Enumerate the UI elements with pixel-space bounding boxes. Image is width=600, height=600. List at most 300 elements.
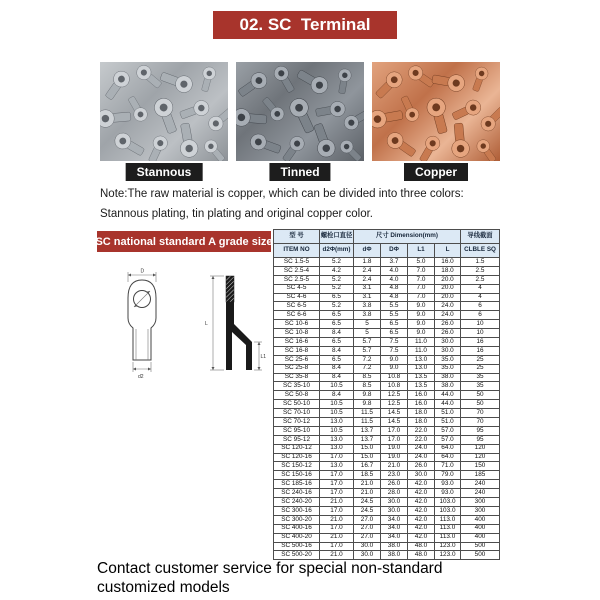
page-title: 02. SC Terminal xyxy=(213,11,397,39)
value-cell: 3.1 xyxy=(354,284,381,293)
photo-tinned xyxy=(236,62,364,179)
item-no-cell: SC 6-6 xyxy=(274,311,320,320)
item-no-cell: SC 400-16 xyxy=(274,524,320,533)
tinned-terminals-illustration xyxy=(236,62,364,161)
item-no-cell: SC 95-12 xyxy=(274,435,320,444)
value-cell: 11.0 xyxy=(408,338,435,347)
value-cell: 13.7 xyxy=(354,426,381,435)
value-cell: 30.0 xyxy=(435,346,461,355)
item-no-cell: SC 400-20 xyxy=(274,533,320,542)
value-cell: 26.0 xyxy=(408,462,435,471)
value-cell: 44.0 xyxy=(435,400,461,409)
value-cell: 38.0 xyxy=(435,373,461,382)
value-cell: 16.7 xyxy=(354,462,381,471)
value-cell: 16 xyxy=(461,338,500,347)
value-cell: 21.0 xyxy=(320,533,354,542)
value-cell: 10 xyxy=(461,320,500,329)
value-cell: 8.5 xyxy=(354,373,381,382)
header-bolt-cn: 螺栓口直径 xyxy=(320,230,354,244)
item-no-cell: SC 6-5 xyxy=(274,302,320,311)
dim-label-left: L xyxy=(205,321,208,327)
value-cell: 123.0 xyxy=(435,551,461,560)
value-cell: 5.2 xyxy=(320,258,354,267)
header-sub-d: dΦ xyxy=(354,244,381,258)
item-no-cell: SC 2.5-4 xyxy=(274,266,320,275)
value-cell: 18.0 xyxy=(408,418,435,427)
value-cell: 35 xyxy=(461,382,500,391)
item-no-cell: SC 10-6 xyxy=(274,320,320,329)
header-bolt-en: d2Φ(mm) xyxy=(320,244,354,258)
value-cell: 42.0 xyxy=(408,498,435,507)
value-cell: 400 xyxy=(461,515,500,524)
photo-label-stannous: Stannous xyxy=(126,163,203,181)
table-row xyxy=(274,275,500,284)
table-row xyxy=(274,382,500,391)
value-cell: 27.0 xyxy=(354,524,381,533)
table-row xyxy=(274,480,500,489)
value-cell: 57.0 xyxy=(435,435,461,444)
photo-label-copper: Copper xyxy=(404,163,468,181)
value-cell: 7.0 xyxy=(408,284,435,293)
item-no-cell: SC 2.5-5 xyxy=(274,275,320,284)
dim-label-bottom: d2 xyxy=(138,374,144,380)
value-cell: 20.0 xyxy=(435,293,461,302)
value-cell: 9.0 xyxy=(408,302,435,311)
value-cell: 13.5 xyxy=(408,373,435,382)
value-cell: 8.4 xyxy=(320,346,354,355)
value-cell: 93.0 xyxy=(435,480,461,489)
value-cell: 7.5 xyxy=(381,346,408,355)
item-no-cell: SC 35-10 xyxy=(274,382,320,391)
table-row xyxy=(274,258,500,267)
value-cell: 71.0 xyxy=(435,462,461,471)
item-no-cell: SC 25-8 xyxy=(274,364,320,373)
note-line-2: Stannous plating, tin plating and original copper color. xyxy=(100,208,373,221)
value-cell: 4.8 xyxy=(381,284,408,293)
value-cell: 27.0 xyxy=(354,515,381,524)
value-cell: 20.0 xyxy=(435,284,461,293)
value-cell: 27.0 xyxy=(354,533,381,542)
item-no-cell: SC 240-20 xyxy=(274,498,320,507)
header-dimension: 尺寸 Dimension(mm) xyxy=(354,230,461,244)
value-cell: 24.0 xyxy=(435,302,461,311)
table-row xyxy=(274,533,500,542)
table-row xyxy=(274,302,500,311)
header-cable-en: CLBLE SQ xyxy=(461,244,500,258)
value-cell: 95 xyxy=(461,435,500,444)
value-cell: 17.0 xyxy=(381,435,408,444)
value-cell: 4.2 xyxy=(320,266,354,275)
value-cell: 11.5 xyxy=(354,418,381,427)
value-cell: 15.0 xyxy=(354,453,381,462)
value-cell: 300 xyxy=(461,506,500,515)
value-cell: 26.0 xyxy=(381,480,408,489)
table-row xyxy=(274,542,500,551)
table-row xyxy=(274,489,500,498)
item-no-cell: SC 50-8 xyxy=(274,391,320,400)
value-cell: 19.0 xyxy=(381,453,408,462)
value-cell: 13.0 xyxy=(408,355,435,364)
value-cell: 240 xyxy=(461,489,500,498)
value-cell: 103.0 xyxy=(435,506,461,515)
value-cell: 10 xyxy=(461,329,500,338)
value-cell: 26.0 xyxy=(435,329,461,338)
item-no-cell: SC 25-6 xyxy=(274,355,320,364)
value-cell: 70 xyxy=(461,418,500,427)
value-cell: 9.0 xyxy=(381,364,408,373)
value-cell: 240 xyxy=(461,480,500,489)
table-row xyxy=(274,311,500,320)
value-cell: 64.0 xyxy=(435,453,461,462)
table-row xyxy=(274,364,500,373)
value-cell: 51.0 xyxy=(435,409,461,418)
value-cell: 21.0 xyxy=(354,489,381,498)
value-cell: 2.4 xyxy=(354,275,381,284)
value-cell: 42.0 xyxy=(408,515,435,524)
value-cell: 30.0 xyxy=(381,506,408,515)
value-cell: 25 xyxy=(461,364,500,373)
value-cell: 9.8 xyxy=(354,400,381,409)
value-cell: 5 xyxy=(354,329,381,338)
value-cell: 4.0 xyxy=(381,266,408,275)
section-label-grade-size: SC national standard A grade size xyxy=(97,231,271,252)
value-cell: 10.5 xyxy=(320,426,354,435)
value-cell: 8.4 xyxy=(320,391,354,400)
value-cell: 70 xyxy=(461,409,500,418)
table-row xyxy=(274,506,500,515)
item-no-cell: SC 185-16 xyxy=(274,480,320,489)
table-row xyxy=(274,453,500,462)
value-cell: 5.2 xyxy=(320,284,354,293)
value-cell: 21.0 xyxy=(320,498,354,507)
value-cell: 6 xyxy=(461,311,500,320)
value-cell: 7.0 xyxy=(408,266,435,275)
value-cell: 5.7 xyxy=(354,338,381,347)
value-cell: 10.8 xyxy=(381,382,408,391)
value-cell: 3.7 xyxy=(381,258,408,267)
value-cell: 5.5 xyxy=(381,311,408,320)
value-cell: 113.0 xyxy=(435,524,461,533)
value-cell: 4.8 xyxy=(381,293,408,302)
value-cell: 95 xyxy=(461,426,500,435)
value-cell: 9.0 xyxy=(381,355,408,364)
value-cell: 13.0 xyxy=(320,435,354,444)
table-row xyxy=(274,515,500,524)
table-row xyxy=(274,391,500,400)
value-cell: 9.0 xyxy=(408,329,435,338)
value-cell: 2.5 xyxy=(461,266,500,275)
value-cell: 6.5 xyxy=(381,329,408,338)
value-cell: 113.0 xyxy=(435,533,461,542)
table-row xyxy=(274,409,500,418)
value-cell: 57.0 xyxy=(435,426,461,435)
value-cell: 42.0 xyxy=(408,480,435,489)
value-cell: 14.5 xyxy=(381,409,408,418)
value-cell: 18.0 xyxy=(435,266,461,275)
value-cell: 5.5 xyxy=(381,302,408,311)
stannous-terminals-illustration xyxy=(100,62,228,161)
terminal-diagrams xyxy=(100,266,272,386)
value-cell: 14.5 xyxy=(381,418,408,427)
value-cell: 20.0 xyxy=(435,275,461,284)
value-cell: 10.8 xyxy=(381,373,408,382)
spec-table-body xyxy=(274,258,500,560)
dim-label-top: D xyxy=(140,268,145,275)
photo-stannous xyxy=(100,62,228,179)
table-row xyxy=(274,498,500,507)
value-cell: 8.4 xyxy=(320,329,354,338)
value-cell: 21.0 xyxy=(354,480,381,489)
table-row xyxy=(274,524,500,533)
value-cell: 185 xyxy=(461,471,500,480)
value-cell: 6.5 xyxy=(320,320,354,329)
item-no-cell: SC 4-5 xyxy=(274,284,320,293)
value-cell: 17.0 xyxy=(320,489,354,498)
value-cell: 1.8 xyxy=(354,258,381,267)
value-cell: 120 xyxy=(461,453,500,462)
value-cell: 123.0 xyxy=(435,542,461,551)
value-cell: 42.0 xyxy=(408,489,435,498)
value-cell: 5.2 xyxy=(320,275,354,284)
value-cell: 38.0 xyxy=(435,382,461,391)
value-cell: 7.2 xyxy=(354,355,381,364)
value-cell: 3.1 xyxy=(354,293,381,302)
value-cell: 11.0 xyxy=(408,346,435,355)
value-cell: 13.7 xyxy=(354,435,381,444)
table-row xyxy=(274,320,500,329)
value-cell: 19.0 xyxy=(381,444,408,453)
item-no-cell: SC 70-10 xyxy=(274,409,320,418)
item-no-cell: SC 10-8 xyxy=(274,329,320,338)
value-cell: 6.5 xyxy=(320,293,354,302)
item-no-cell: SC 240-16 xyxy=(274,489,320,498)
value-cell: 21.0 xyxy=(320,515,354,524)
value-cell: 50 xyxy=(461,391,500,400)
item-no-cell: SC 4-6 xyxy=(274,293,320,302)
header-sub-L1: L1 xyxy=(408,244,435,258)
value-cell: 30.0 xyxy=(435,338,461,347)
value-cell: 17.0 xyxy=(320,453,354,462)
item-no-cell: SC 120-16 xyxy=(274,453,320,462)
item-no-cell: SC 16-6 xyxy=(274,338,320,347)
value-cell: 12.5 xyxy=(381,391,408,400)
header-sub-L: L xyxy=(435,244,461,258)
value-cell: 24.0 xyxy=(408,444,435,453)
value-cell: 26.0 xyxy=(435,320,461,329)
value-cell: 6.5 xyxy=(320,311,354,320)
value-cell: 38.0 xyxy=(381,542,408,551)
value-cell: 13.0 xyxy=(320,418,354,427)
table-row xyxy=(274,462,500,471)
value-cell: 113.0 xyxy=(435,515,461,524)
value-cell: 8.4 xyxy=(320,373,354,382)
value-cell: 3.8 xyxy=(354,302,381,311)
value-cell: 13.0 xyxy=(320,462,354,471)
value-cell: 18.5 xyxy=(354,471,381,480)
value-cell: 21.0 xyxy=(381,462,408,471)
value-cell: 21.0 xyxy=(320,551,354,560)
value-cell: 9.8 xyxy=(354,391,381,400)
value-cell: 28.0 xyxy=(381,489,408,498)
value-cell: 1.5 xyxy=(461,258,500,267)
table-row xyxy=(274,373,500,382)
header-sub-D: DΦ xyxy=(381,244,408,258)
terminal-front-view-diagram xyxy=(106,266,178,384)
value-cell: 50 xyxy=(461,400,500,409)
value-cell: 500 xyxy=(461,542,500,551)
item-no-cell: SC 120-12 xyxy=(274,444,320,453)
value-cell: 34.0 xyxy=(381,524,408,533)
value-cell: 23.0 xyxy=(381,471,408,480)
value-cell: 93.0 xyxy=(435,489,461,498)
table-row xyxy=(274,551,500,560)
table-row xyxy=(274,338,500,347)
value-cell: 24.0 xyxy=(435,311,461,320)
item-no-cell: SC 300-20 xyxy=(274,515,320,524)
value-cell: 7.0 xyxy=(408,275,435,284)
value-cell: 300 xyxy=(461,498,500,507)
table-row xyxy=(274,355,500,364)
value-cell: 5 xyxy=(354,320,381,329)
copper-terminals-illustration xyxy=(372,62,500,161)
value-cell: 38.0 xyxy=(381,551,408,560)
table-row xyxy=(274,471,500,480)
value-cell: 4.0 xyxy=(381,275,408,284)
value-cell: 10.5 xyxy=(320,400,354,409)
item-no-cell: SC 35-8 xyxy=(274,373,320,382)
value-cell: 2.5 xyxy=(461,275,500,284)
value-cell: 30.0 xyxy=(408,471,435,480)
value-cell: 11.5 xyxy=(354,409,381,418)
value-cell: 7.5 xyxy=(381,338,408,347)
value-cell: 150 xyxy=(461,462,500,471)
value-cell: 34.0 xyxy=(381,515,408,524)
table-row xyxy=(274,400,500,409)
item-no-cell: SC 150-16 xyxy=(274,471,320,480)
value-cell: 6.5 xyxy=(320,355,354,364)
value-cell: 24.0 xyxy=(408,453,435,462)
photo-label-tinned: Tinned xyxy=(269,163,330,181)
value-cell: 7.2 xyxy=(354,364,381,373)
value-cell: 12.5 xyxy=(381,400,408,409)
table-row xyxy=(274,346,500,355)
value-cell: 10.5 xyxy=(320,409,354,418)
value-cell: 25 xyxy=(461,355,500,364)
value-cell: 42.0 xyxy=(408,524,435,533)
value-cell: 30.0 xyxy=(381,498,408,507)
item-no-cell: SC 500-16 xyxy=(274,542,320,551)
spec-table xyxy=(273,229,500,560)
value-cell: 6.5 xyxy=(320,338,354,347)
value-cell: 44.0 xyxy=(435,391,461,400)
value-cell: 9.0 xyxy=(408,311,435,320)
value-cell: 18.0 xyxy=(408,409,435,418)
note-text xyxy=(100,184,510,224)
value-cell: 17.0 xyxy=(320,506,354,515)
value-cell: 16.0 xyxy=(435,258,461,267)
value-cell: 103.0 xyxy=(435,498,461,507)
value-cell: 42.0 xyxy=(408,533,435,542)
table-row xyxy=(274,426,500,435)
value-cell: 400 xyxy=(461,524,500,533)
terminal-side-view-diagram xyxy=(202,266,266,384)
value-cell: 30.0 xyxy=(354,542,381,551)
value-cell: 34.0 xyxy=(381,533,408,542)
footer-text: Contact customer service for special non-standard customized models xyxy=(97,560,443,596)
spec-table-container xyxy=(273,229,499,560)
item-no-cell: SC 500-20 xyxy=(274,551,320,560)
value-cell: 17.0 xyxy=(320,524,354,533)
note-line-1: Note:The raw material is copper, which can be divided into three colors: xyxy=(100,188,464,200)
value-cell: 35 xyxy=(461,373,500,382)
value-cell: 9.0 xyxy=(408,320,435,329)
value-cell: 51.0 xyxy=(435,418,461,427)
value-cell: 10.5 xyxy=(320,382,354,391)
value-cell: 30.0 xyxy=(354,551,381,560)
value-cell: 5.2 xyxy=(320,302,354,311)
table-row xyxy=(274,329,500,338)
item-no-cell: SC 95-10 xyxy=(274,426,320,435)
value-cell: 22.0 xyxy=(408,426,435,435)
header-cable-cn: 导线截面 xyxy=(461,230,500,244)
item-no-cell: SC 70-12 xyxy=(274,418,320,427)
value-cell: 13.0 xyxy=(320,444,354,453)
value-cell: 17.0 xyxy=(381,426,408,435)
value-cell: 8.4 xyxy=(320,364,354,373)
dim-label-right: L1 xyxy=(260,354,266,360)
value-cell: 5.0 xyxy=(408,258,435,267)
value-cell: 6.5 xyxy=(381,320,408,329)
value-cell: 22.0 xyxy=(408,435,435,444)
value-cell: 48.0 xyxy=(408,551,435,560)
value-cell: 16.0 xyxy=(408,391,435,400)
table-row xyxy=(274,418,500,427)
item-no-cell: SC 16-8 xyxy=(274,346,320,355)
value-cell: 7.0 xyxy=(408,293,435,302)
value-cell: 13.0 xyxy=(408,364,435,373)
value-cell: 5.7 xyxy=(354,346,381,355)
value-cell: 35.0 xyxy=(435,355,461,364)
value-cell: 120 xyxy=(461,444,500,453)
item-no-cell: SC 150-12 xyxy=(274,462,320,471)
item-no-cell: SC 50-10 xyxy=(274,400,320,409)
value-cell: 24.5 xyxy=(354,506,381,515)
table-row xyxy=(274,266,500,275)
value-cell: 16 xyxy=(461,346,500,355)
value-cell: 400 xyxy=(461,533,500,542)
value-cell: 4 xyxy=(461,293,500,302)
photo-copper xyxy=(372,62,500,179)
value-cell: 17.0 xyxy=(320,471,354,480)
value-cell: 16.0 xyxy=(408,400,435,409)
header-item-en: ITEM NO xyxy=(274,244,320,258)
table-row xyxy=(274,293,500,302)
table-row xyxy=(274,435,500,444)
value-cell: 8.5 xyxy=(354,382,381,391)
value-cell: 79.0 xyxy=(435,471,461,480)
value-cell: 500 xyxy=(461,551,500,560)
value-cell: 48.0 xyxy=(408,542,435,551)
value-cell: 17.0 xyxy=(320,480,354,489)
table-row xyxy=(274,444,500,453)
value-cell: 6 xyxy=(461,302,500,311)
value-cell: 64.0 xyxy=(435,444,461,453)
item-no-cell: SC 1.5-5 xyxy=(274,258,320,267)
photo-gallery xyxy=(100,62,499,180)
header-item-cn: 型 号 xyxy=(274,230,320,244)
value-cell: 4 xyxy=(461,284,500,293)
table-row xyxy=(274,284,500,293)
